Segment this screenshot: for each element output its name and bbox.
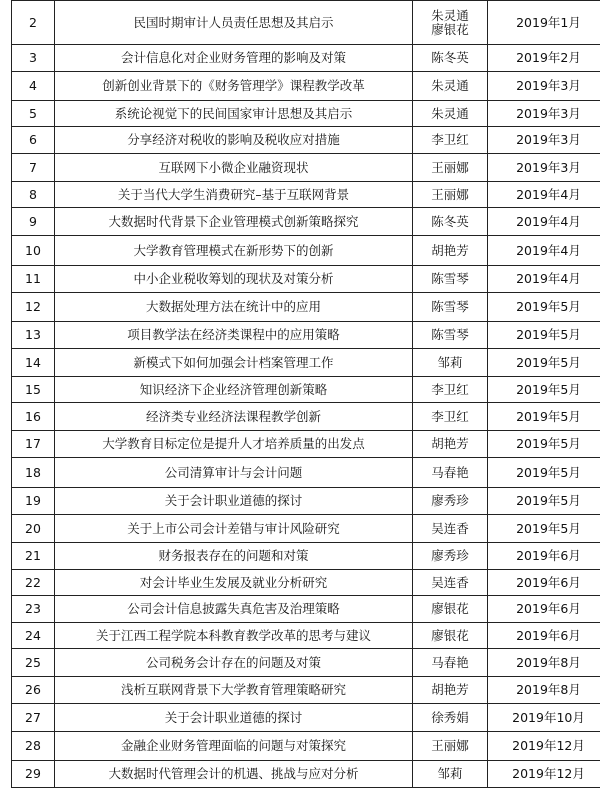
publish-date: 2019年5月 [488,349,600,377]
table-row [12,101,600,127]
author-cell [413,677,488,704]
author-cell [413,515,488,543]
paper-title: 大学教育目标定位是提升人才培养质量的出发点 [55,431,413,458]
author-name: 徐秀娟 [431,709,469,725]
paper-title: 公司税务会计存在的问题及对策 [55,649,413,677]
author-name: 吴连香 [431,520,469,536]
author-cell [413,72,488,101]
publish-date: 2019年2月 [488,45,600,72]
author-name: 王丽娜 [431,738,469,753]
author-cell [413,349,488,377]
author-name: 廖秀珍 [431,493,469,508]
table-row [12,349,600,377]
publish-date: 2019年5月 [488,322,600,349]
paper-title: 会计信息化对企业财务管理的影响及对策 [55,45,413,72]
author-cell [413,101,488,127]
author-cell [413,127,488,154]
row-number: 20 [12,515,55,543]
table-row [12,377,600,403]
author-name: 李卫红 [431,408,469,424]
author-cell [413,543,488,570]
row-number: 13 [12,322,55,349]
publish-date: 2019年1月 [488,1,600,45]
table-row [12,322,600,349]
author-name: 李卫红 [431,132,469,147]
author-name: 吴连香 [431,574,469,590]
table-row [12,543,600,570]
author-name: 朱灵通 [431,78,469,93]
publish-date: 2019年8月 [488,649,600,677]
publish-date: 2019年12月 [488,732,600,761]
author-cell [413,293,488,322]
publish-date: 2019年10月 [488,704,600,732]
publication-table [11,0,600,788]
publish-date: 2019年5月 [488,488,600,515]
table-body [12,1,600,788]
paper-title: 中小企业税收筹划的现状及对策分析 [55,266,413,293]
paper-title: 经济类专业经济法课程教学创新 [55,403,413,431]
publish-date: 2019年6月 [488,543,600,570]
row-number: 10 [12,236,55,266]
publish-date: 2019年3月 [488,101,600,127]
table-row [12,677,600,704]
author-name: 廖银花 [431,627,469,643]
publish-date: 2019年4月 [488,182,600,208]
author-cell [413,596,488,623]
publish-date: 2019年3月 [488,127,600,154]
row-number: 27 [12,704,55,732]
author-name: 陈冬英 [431,50,469,65]
table-row [12,596,600,623]
table-row [12,570,600,596]
author-name: 廖秀珍 [431,548,469,563]
author-cell [413,182,488,208]
publish-date: 2019年4月 [488,236,600,266]
author-name: 胡艳芳 [431,436,469,451]
paper-title: 民国时期审计人员责任思想及其启示 [55,1,413,45]
table-row [12,488,600,515]
paper-title: 大学教育管理模式在新形势下的创新 [55,236,413,266]
row-number: 11 [12,266,55,293]
publish-date: 2019年5月 [488,458,600,488]
paper-title: 大数据时代管理会计的机遇、挑战与应对分析 [55,761,413,788]
row-number: 21 [12,543,55,570]
table-row [12,649,600,677]
author-cell [413,570,488,596]
author-cell [413,649,488,677]
author-name: 陈雪琴 [431,271,469,286]
paper-title: 关于上市公司会计差错与审计风险研究 [55,515,413,543]
paper-title: 系统论视觉下的民间国家审计思想及其启示 [55,101,413,127]
author-cell [413,154,488,182]
author-name: 李卫红 [431,381,469,397]
author-name: 朱灵通 [431,7,469,23]
author-cell [413,732,488,761]
publish-date: 2019年5月 [488,293,600,322]
table-row [12,45,600,72]
row-number: 9 [12,208,55,236]
table-row [12,515,600,543]
author-name: 马春艳 [431,654,469,670]
paper-title: 新模式下如何加强会计档案管理工作 [55,349,413,377]
publish-date: 2019年3月 [488,154,600,182]
author-cell [413,431,488,458]
publish-date: 2019年6月 [488,596,600,623]
author-name: 胡艳芳 [431,682,469,697]
row-number: 4 [12,72,55,101]
publish-date: 2019年4月 [488,266,600,293]
publish-date: 2019年8月 [488,677,600,704]
paper-title: 关于江西工程学院本科教育教学改革的思考与建议 [55,623,413,649]
author-name: 陈冬英 [431,213,469,229]
table-row [12,1,600,45]
paper-title: 大数据处理方法在统计中的应用 [55,293,413,322]
table-row [12,761,600,788]
paper-title: 项目教学法在经济类课程中的应用策略 [55,322,413,349]
row-number: 19 [12,488,55,515]
row-number: 17 [12,431,55,458]
author-cell [413,623,488,649]
row-number: 6 [12,127,55,154]
author-name: 邹莉 [437,354,463,370]
author-cell [413,45,488,72]
table-row [12,458,600,488]
publish-date: 2019年6月 [488,570,600,596]
table-row [12,72,600,101]
paper-title: 互联网下小微企业融资现状 [55,154,413,182]
row-number: 24 [12,623,55,649]
author-cell [413,266,488,293]
paper-title: 对会计毕业生发展及就业分析研究 [55,570,413,596]
table-row [12,293,600,322]
row-number: 25 [12,649,55,677]
row-number: 3 [12,45,55,72]
publish-date: 2019年4月 [488,208,600,236]
row-number: 29 [12,761,55,788]
author-name: 胡艳芳 [431,242,469,258]
paper-title: 公司会计信息披露失真危害及治理策略 [55,596,413,623]
paper-title: 关于会计职业道德的探讨 [55,704,413,732]
author-name: 王丽娜 [431,186,469,202]
publish-date: 2019年5月 [488,431,600,458]
paper-title: 大数据时代背景下企业管理模式创新策略探究 [55,208,413,236]
author-cell [413,458,488,488]
author-cell [413,488,488,515]
table-row [12,704,600,732]
table-row [12,623,600,649]
paper-title: 财务报表存在的问题和对策 [55,543,413,570]
author-cell [413,1,488,45]
paper-title: 知识经济下企业经济管理创新策略 [55,377,413,403]
row-number: 2 [12,1,55,45]
row-number: 22 [12,570,55,596]
author-cell [413,704,488,732]
publish-date: 2019年12月 [488,761,600,788]
row-number: 5 [12,101,55,127]
author-cell [413,236,488,266]
row-number: 18 [12,458,55,488]
paper-title: 分享经济对税收的影响及税收应对措施 [55,127,413,154]
table-row [12,208,600,236]
author-name: 廖银花 [431,21,469,37]
author-name: 王丽娜 [431,159,469,175]
paper-title: 浅析互联网背景下大学教育管理策略研究 [55,677,413,704]
table-row [12,154,600,182]
table-row [12,182,600,208]
table-row [12,431,600,458]
author-name: 陈雪琴 [431,327,469,342]
row-number: 26 [12,677,55,704]
author-cell [413,377,488,403]
paper-title: 创新创业背景下的《财务管理学》课程教学改革 [55,72,413,101]
author-cell [413,322,488,349]
author-name: 朱灵通 [431,105,469,121]
author-cell [413,403,488,431]
publish-date: 2019年5月 [488,515,600,543]
author-name: 马春艳 [431,464,469,480]
row-number: 7 [12,154,55,182]
author-name: 廖银花 [431,601,469,616]
row-number: 8 [12,182,55,208]
table-row [12,732,600,761]
publish-date: 2019年5月 [488,377,600,403]
paper-title: 金融企业财务管理面临的问题与对策探究 [55,732,413,761]
publish-date: 2019年5月 [488,403,600,431]
row-number: 28 [12,732,55,761]
author-cell [413,761,488,788]
publish-date: 2019年3月 [488,72,600,101]
row-number: 23 [12,596,55,623]
row-number: 15 [12,377,55,403]
author-cell [413,208,488,236]
row-number: 12 [12,293,55,322]
row-number: 14 [12,349,55,377]
author-name: 邹莉 [437,766,463,781]
paper-title: 关于会计职业道德的探讨 [55,488,413,515]
author-name: 陈雪琴 [431,299,469,314]
table-row [12,236,600,266]
paper-title: 关于当代大学生消费研究–基于互联网背景 [55,182,413,208]
publish-date: 2019年6月 [488,623,600,649]
table-row [12,127,600,154]
table-row [12,403,600,431]
table-row [12,266,600,293]
row-number: 16 [12,403,55,431]
paper-title: 公司清算审计与会计问题 [55,458,413,488]
